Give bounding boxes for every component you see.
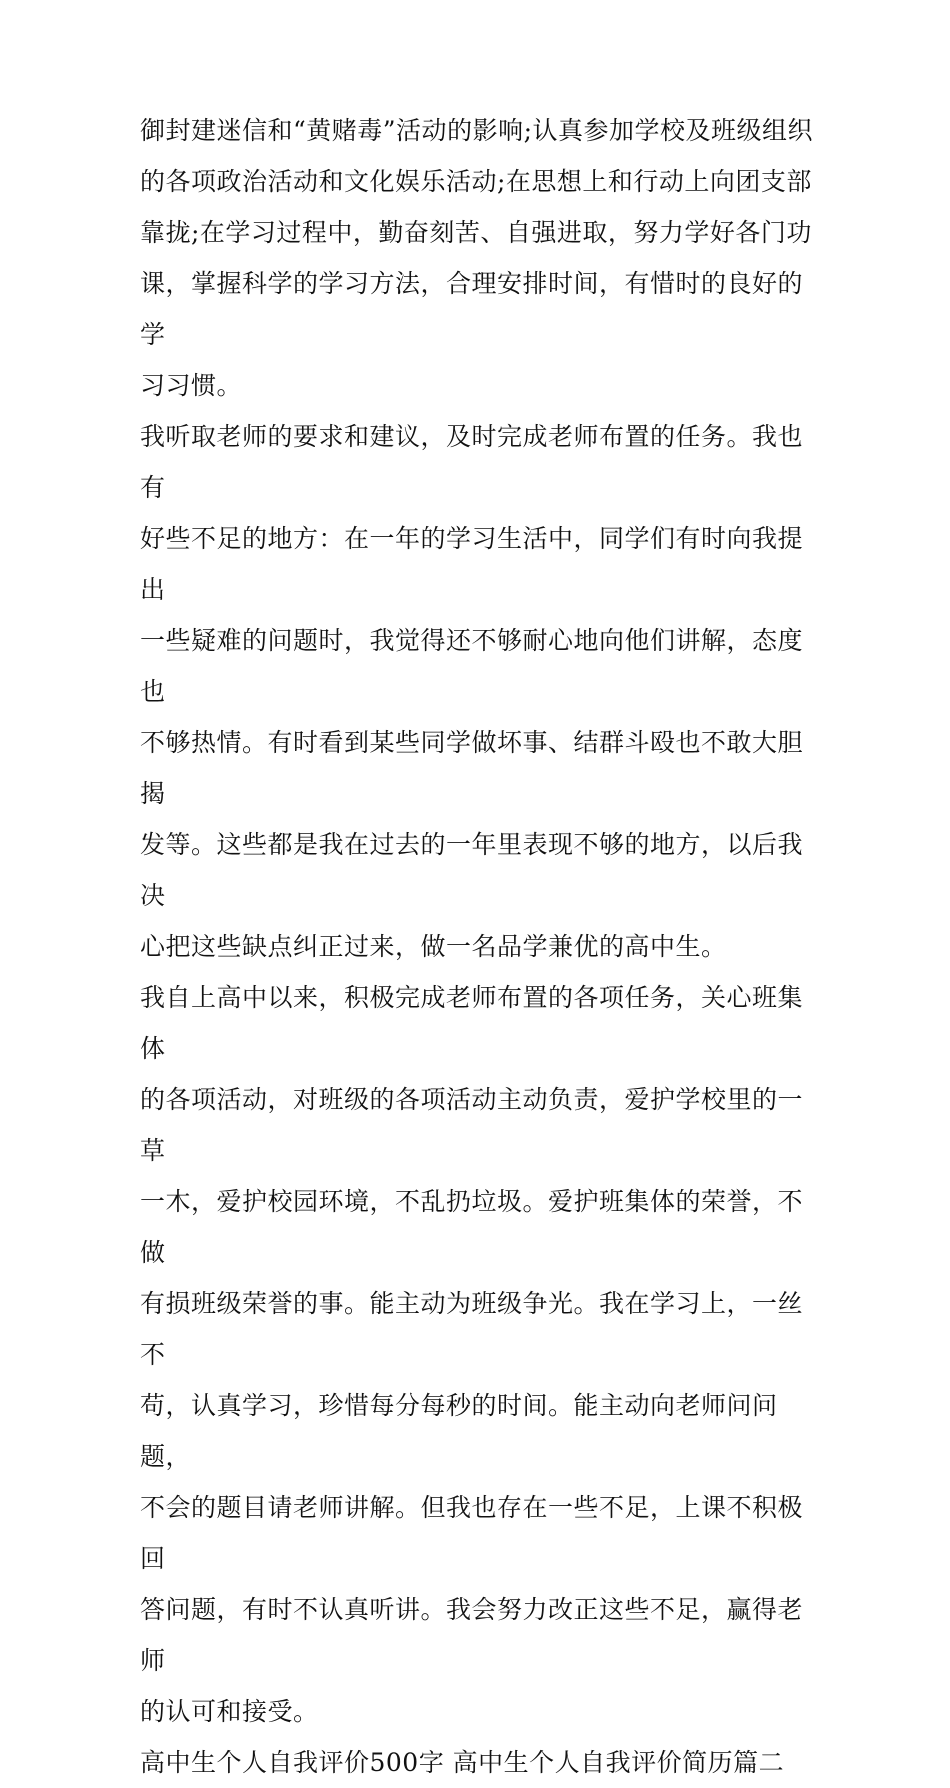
document-body (140, 105, 816, 1788)
paragraph-1: 御封建迷信和“黄赌毒”活动的影响;认真参加学校及班级组织 的各项政治活动和文化娱乐活动;在思想上和行动上向团支部 靠拢;在学习过程中，勤奋刻苦、自强进取，努力学好各门功 课，掌握科学的学习方法，合理安排时间，有惜时的良好的学 习习惯。 (140, 116, 813, 400)
paragraph-2: 我听取老师的要求和建议，及时完成老师布置的任务。我也有 好些不足的地方：在一年的学习生活中，同学们有时向我提出 一些疑难的问题时，我觉得还不够耐心地向他们讲解，态度也 不够热情。有时看到某些同学做坏事、结群斗殴也不敢大胆揭 发等。这些都是我在过去的一年里表现不够的地方，以后我决 心把这些缺点纠正过来，做一名品学兼优的高中生。 (140, 422, 804, 961)
section-heading: 高中生个人自我评价500字 高中生个人自我评价简历篇二 (140, 1748, 785, 1777)
paragraph-3: 我自上高中以来，积极完成老师布置的各项任务，关心班集体 的各项活动，对班级的各项活动主动负责，爱护学校里的一草 一木，爱护校园环境，不乱扔垃圾。爱护班集体的荣誉，不做 有损班级荣誉的事。能主动为班级争光。我在学习上，一丝不 苟，认真学习，珍惜每分每秒的时间。能主动向老师问问题， 不会的题目请老师讲解。但我也存在一些不足，上课不积极回 答问题，有时不认真听讲。我会努力改正这些不足，赢得老师 的认可和接受。 (140, 983, 804, 1726)
